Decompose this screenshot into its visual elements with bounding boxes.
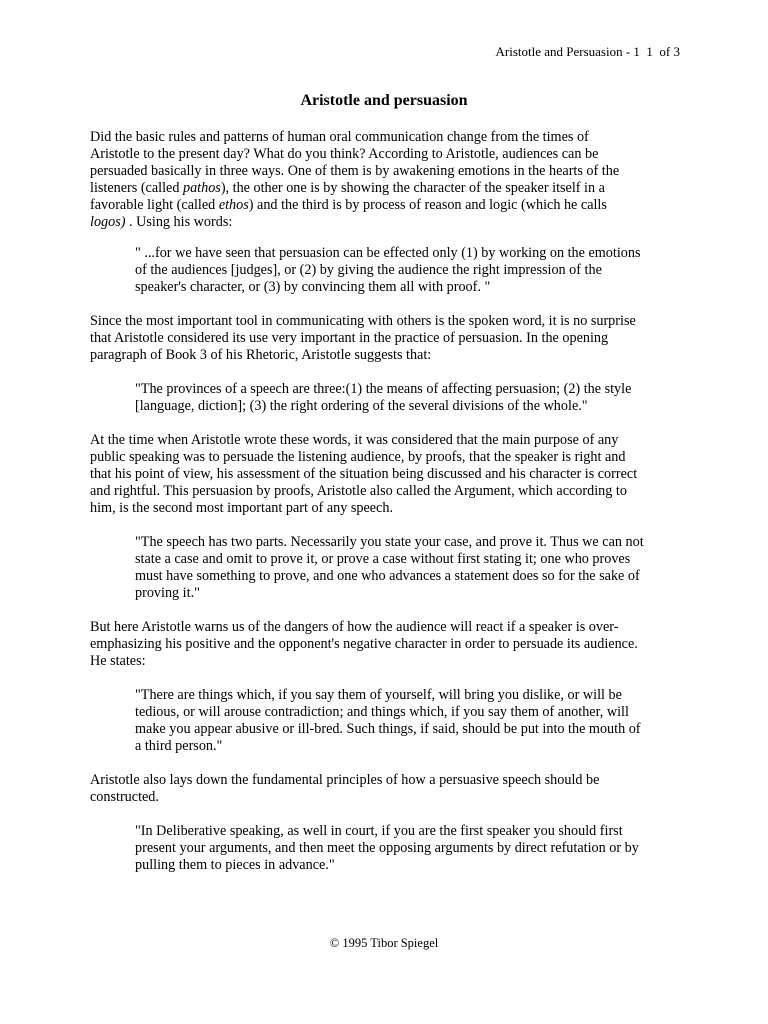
paragraph-spoken-word: Since the most important tool in communicating with others is the spoken word, it is no surprise that Aristotle considered its use very important in the practice of persuasion. In the opening paragraph of Book 3 of his Rhetoric, Aristotle suggests that: <box>90 313 636 363</box>
quote-deliberative-speaking: "In Deliberative speaking, as well in court, if you are the first speaker you should first present your arguments, and then meet the opposing arguments by direct refutation or by pulling them to pieces in advance." <box>135 823 639 873</box>
copyright-footer: © 1995 Tibor Spiegel <box>329 936 439 950</box>
term-pathos: pathos <box>182 180 221 196</box>
quote-things-of-yourself: "There are things which, if you say them of yourself, will bring you dislike, or will be tedious, or will arouse contradiction; and things which, if you say them of another, will make you appear abusive or ill-bred. Such things, if said, should be put into the mouth of a third person." <box>135 687 641 754</box>
paragraph-intro-text-d: . Using his words: <box>125 214 233 230</box>
term-ethos: ethos <box>218 197 249 213</box>
quote-persuasion-means: " ...for we have seen that persuasion can be effected only (1) by working on the emotions of the audiences [judges], or (2) by giving the audience the right impression of the speaker's character, or (3) by convincing them all with proof. " <box>135 245 641 295</box>
paragraph-principles: Aristotle also lays down the fundamental principles of how a persuasive speech should be constructed. <box>90 772 600 805</box>
quote-speech-two-parts: "The speech has two parts. Necessarily you state your case, and prove it. Thus we can not state a case and omit to prove it, or prove a case without first stating it; one who proves must have something to prove, and one who advances a statement does so for the sake of proving it." <box>135 534 644 601</box>
paragraph-main-purpose: At the time when Aristotle wrote these words, it was considered that the main purpose of any public speaking was to persuade the listening audience, by proofs, that the speaker is right and that his point of view, his assessment of the situation being discussed and his character is correct and rightful. This persuasion by proofs, Aristotle also called the Argument, which according to him, is the second most important part of any speech. <box>90 432 638 516</box>
quote-provinces-of-speech: "The provinces of a speech are three:(1) the means of affecting persuasion; (2) the style [language, diction]; (3) the right ordering of the several divisions of the whole." <box>135 381 632 414</box>
term-logos: logos) <box>90 214 126 230</box>
paragraph-warning: But here Aristotle warns us of the dangers of how the audience will react if a speaker is over- emphasizing his positive and the opponent's negative character in order to persuade its audience. He states: <box>90 619 638 669</box>
running-header: Aristotle and Persuasion - 1 1 of 3 <box>495 44 680 59</box>
paragraph-intro <box>90 129 678 231</box>
document-body <box>90 129 678 874</box>
document-title: Aristotle and persuasion <box>300 92 468 109</box>
paragraph-intro-text-a: Did the basic rules and patterns of human oral communication change from the times of Aristotle to the present day? What do you think? According to Aristotle, audiences can be persuaded basically in three ways. One of them is by awakening emotions in the hearts of the listeners (called <box>90 129 620 196</box>
paragraph-intro-text-b: ), the other one is by showing the character of the speaker itself in a favorable light (called <box>90 180 605 213</box>
paragraph-intro-text-c: ) and the third is by process of reason and logic (which he calls <box>248 197 607 213</box>
